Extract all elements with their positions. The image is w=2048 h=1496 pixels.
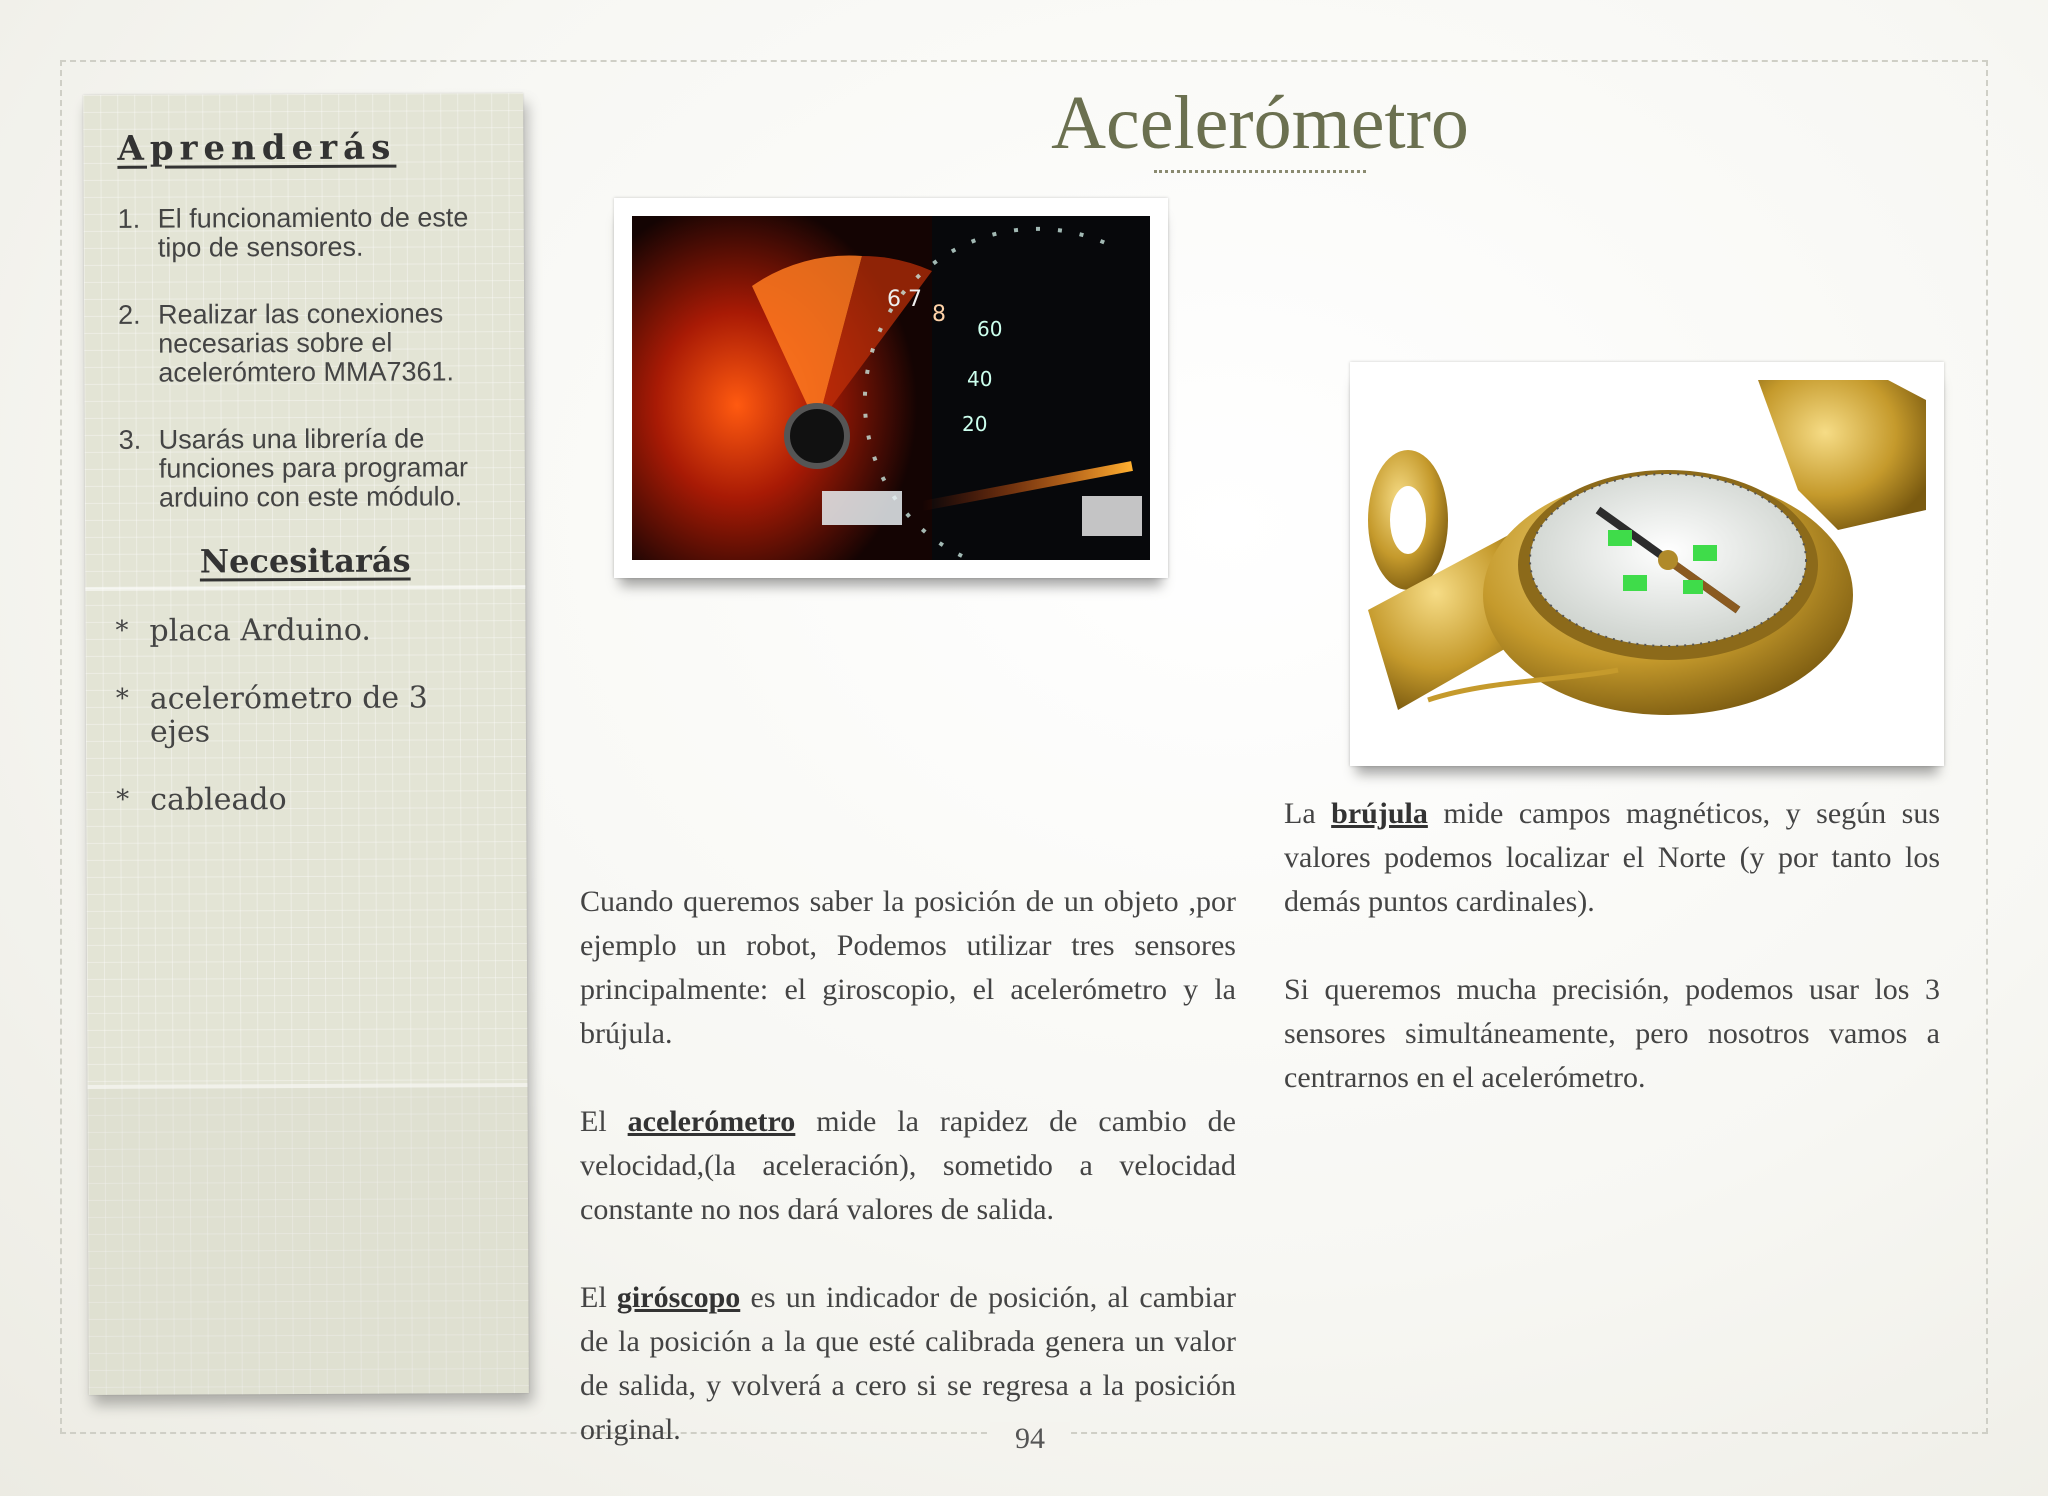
paragraph-conclusion: Si queremos mucha precisión, podemos usar los 3 sensores simultáneamente, pero nosotros vamos a centrarnos en el acelerómetro. <box>1284 973 1940 1094</box>
paragraph-text: El <box>580 1281 617 1314</box>
sidebar-lower-area <box>87 1083 528 1395</box>
speedometer-image <box>632 216 1150 560</box>
body-column-left <box>580 880 1236 1496</box>
paragraph-text: mide campos magnéticos, y según sus valores podemos localizar el Norte (y por tanto los demás puntos cardinales). <box>1284 797 1941 918</box>
speedometer-photo <box>614 198 1168 578</box>
bullet-icon: * <box>115 615 129 646</box>
term-compass: brújula <box>1331 797 1428 830</box>
list-item <box>118 299 498 388</box>
list-item <box>115 613 495 648</box>
list-item-text: acelerómetro de 3 ejes <box>149 680 428 750</box>
list-item-text: El funcionamiento de este tipo de sensores. <box>157 202 469 263</box>
page-number: 94 <box>990 1422 1070 1456</box>
paragraph-text: mide la rapidez de cambio de velocidad,(la aceleración), sometido a velocidad constante no nos dará valores de salida. <box>580 1105 1236 1226</box>
paragraph-text: El <box>580 1105 628 1138</box>
svg-text:6 7: 6 7 <box>887 287 922 312</box>
svg-text:8: 8 <box>932 302 946 327</box>
sidebar-panel <box>83 93 529 1395</box>
paragraph-intro: Cuando queremos saber la posición de un objeto ,por ejemplo un robot, Podemos utilizar tres sensores principalmente: el giroscopio, el acelerómetro y la brújula. <box>580 885 1236 1050</box>
list-item <box>116 782 496 817</box>
list-item-text: Realizar las conexiones necesarias sobre el acelerómtero MMA7361. <box>158 298 455 388</box>
svg-text:40: 40 <box>967 367 993 391</box>
list-item <box>116 681 496 749</box>
list-item-text: Usarás una librería de funciones para programar arduino con este módulo. <box>158 423 469 513</box>
list-number: 2. <box>118 299 141 330</box>
list-number: 3. <box>118 424 142 455</box>
page-title: Acelerómetro <box>1051 81 1469 165</box>
svg-text:20: 20 <box>962 412 988 436</box>
title-underline <box>1154 170 1366 173</box>
paragraph-compass <box>1284 792 1940 924</box>
learn-heading: Aprenderás <box>117 127 397 169</box>
list-item <box>118 203 498 263</box>
sidebar-divider <box>85 585 525 591</box>
compass-photo <box>1350 362 1944 766</box>
list-item-text: placa Arduino. <box>149 612 372 649</box>
term-gyroscope: giróscopo <box>616 1281 741 1314</box>
paragraph-accelerometer <box>580 1100 1236 1232</box>
list-item <box>119 424 499 513</box>
needs-heading: Necesitarás <box>199 541 411 581</box>
bullet-icon: * <box>116 784 130 815</box>
bullet-icon: * <box>115 683 129 714</box>
needs-list <box>115 613 496 852</box>
list-item-text: cableado <box>150 782 287 818</box>
body-column-right <box>1284 792 1940 1144</box>
paragraph-text: es un indicador de posición, al cambiar de la posición a la que esté calibrada genera un valor de salida, y volverá a cero si se regresa a la posición original. <box>580 1281 1236 1446</box>
list-number: 1. <box>117 203 141 234</box>
learn-list <box>118 203 500 551</box>
paragraph-text: La <box>1284 797 1332 830</box>
svg-text:60: 60 <box>977 317 1003 341</box>
paragraph-gyroscope <box>580 1276 1236 1452</box>
compass-image <box>1368 380 1926 748</box>
term-accelerometer: acelerómetro <box>627 1105 796 1138</box>
